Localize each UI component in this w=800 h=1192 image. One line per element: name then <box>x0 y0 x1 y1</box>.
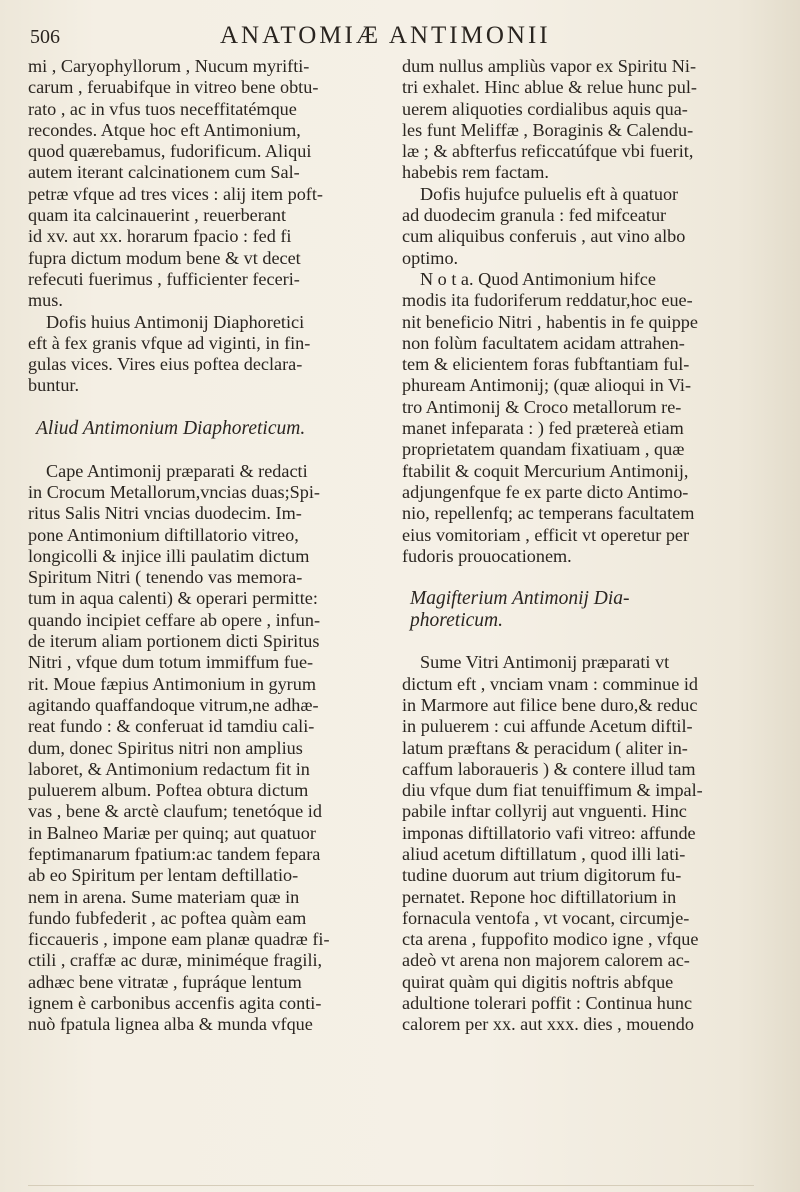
text-line: de iterum aliam portionem dicti Spiritus <box>28 631 320 652</box>
text-line: dum, donec Spiritus nitri non amplius <box>28 737 303 758</box>
text-line: cta arena , fuppofito modico igne , vfque <box>402 929 699 950</box>
text-line: habebis rem factam. <box>402 162 549 183</box>
text-line: ritus Salis Nitri vncias duodecim. Im- <box>28 503 302 524</box>
text-line: id xv. aut xx. horarum fpacio : fed fi <box>28 226 292 247</box>
text-line: fornacula ventofa , vt vocant, circumje- <box>402 907 690 928</box>
text-line: quando incipiet ceffare ab opere , infun- <box>28 609 321 630</box>
text-line: carum , feruabifque in vitreo bene obtu- <box>28 77 319 98</box>
page-bottom-edge <box>28 1185 754 1186</box>
text-line: optimo. <box>402 247 459 268</box>
text-line: pone Antimonium diftillatorio vitreo, <box>28 524 299 545</box>
text-line: ad duodecim granula : fed mifceatur <box>402 205 667 226</box>
text-line: Dofis hujufce puluelis eft à quatuor <box>420 183 679 204</box>
text-line: pabile inftar collyrij aut vnguenti. Hinc <box>402 801 687 822</box>
text-line: rato , ac in vfus tuos neceffitatémque <box>28 98 297 119</box>
text-line: calorem per xx. aut xxx. dies , mouendo <box>402 1014 694 1035</box>
text-line: ctili , craffæ ac duræ, miniméque fragili, <box>28 950 323 971</box>
text-line: cum aliquibus conferuis , aut vino albo <box>402 226 686 247</box>
text-line: reat fundo : & conferuat id tamdiu cali- <box>28 716 315 737</box>
text-line: autem iterant calcinationem cum Sal- <box>28 162 300 183</box>
text-line: feptimanarum fpatium:ac tandem fepara <box>28 843 321 864</box>
text-line: Sume Vitri Antimonij præparati vt <box>420 652 670 673</box>
text-line: fundo fubfederit , ac poftea quàm eam <box>28 907 307 928</box>
text-line: nem in arena. Sume materiam quæ in <box>28 886 300 907</box>
text-line: adeò vt arena non majorem calorem ac- <box>402 950 690 971</box>
text-line: les funt Meliffæ , Boraginis & Calendu- <box>402 119 694 140</box>
text-line: Cape Antimonij præparati & redacti <box>46 460 308 481</box>
text-line: latum præftans & peracidum ( aliter in- <box>402 737 688 758</box>
text-line: modis ita fudoriferum reddatur,hoc eue- <box>402 290 693 311</box>
text-line: ignem è carbonibus accenfis agita conti- <box>28 993 322 1014</box>
text-line: rit. Moue fæpius Antimonium in gyrum <box>28 673 316 694</box>
text-line: puluerem album. Poftea obtura dictum <box>28 780 309 801</box>
text-line: Dofis huius Antimonij Diaphoretici <box>46 311 305 332</box>
page-header <box>30 18 760 52</box>
text-line: læ ; & abfterfus reficcatúfque vbi fuerit, <box>402 141 694 162</box>
spacer <box>28 439 376 460</box>
running-title: ANATOMIÆ ANTIMONII <box>220 22 551 49</box>
text-line: eius vomitoriam , efficit vt operetur per <box>402 524 690 545</box>
text-line: Nitri , vfque dum totum immiffum fue- <box>28 652 314 673</box>
text-line: Spiritum Nitri ( tenendo vas memora- <box>28 567 303 588</box>
text-line: adhæc bene vitratæ , fupráque lentum <box>28 971 302 992</box>
text-line: in Crocum Metallorum,vncias duas;Spi- <box>28 481 320 502</box>
text-line: recondes. Atque hoc eft Antimonium, <box>28 119 301 140</box>
text-line: in Balneo Mariæ per quinq; aut quatuor <box>28 822 316 843</box>
spacer <box>28 397 376 418</box>
text-line: uerem aliquoties cordialibus aquis qua- <box>402 98 688 119</box>
text-line: tri exhalet. Hinc ablue & relue hunc pul- <box>402 77 697 98</box>
left-text-column <box>28 56 376 1036</box>
text-line: fudoris prouocationem. <box>402 545 572 566</box>
text-line: dictum eft , vnciam vnam : comminue id <box>402 673 698 694</box>
text-line: diu vfque dum fiat tenuiffimum & impal- <box>402 780 703 801</box>
spacer <box>402 631 750 652</box>
text-line: tro Antimonij & Croco metallorum re- <box>402 396 682 417</box>
text-line: aliud acetum diftillatum , quod illi lati- <box>402 843 686 864</box>
text-line: refecuti fuerimus , fufficienter feceri- <box>28 268 300 289</box>
text-line: tum in aqua calenti) & operari permitte: <box>28 588 318 609</box>
text-line: quod quærebamus, fudorificum. Aliqui <box>28 141 312 162</box>
text-line: N o t a. Quod Antimonium hifce <box>420 268 656 289</box>
text-line: tudine duorum aut trium digitorum fu- <box>402 865 682 886</box>
text-line: mus. <box>28 290 63 311</box>
section-heading: Aliud Antimonium Diaphoreticum. <box>36 418 306 440</box>
text-line: laboret, & Antimonium redactum fit in <box>28 758 310 779</box>
section-heading: Magifterium Antimonij Dia- <box>410 588 630 610</box>
text-line: adjungenfque fe ex parte dicto Antimo- <box>402 481 689 502</box>
text-line: buntur. <box>28 375 80 396</box>
text-line: nit beneficio Nitri , habentis in fe quippe <box>402 311 698 332</box>
text-line: dum nullus ampliùs vapor ex Spiritu Ni- <box>402 56 697 76</box>
text-line: mi , Caryophyllorum , Nucum myrifti- <box>28 56 310 76</box>
text-line: caffum laboraueris ) & contere illud tam <box>402 758 696 779</box>
text-line: imponas diftillatorio vafi vitreo: affunde <box>402 822 696 843</box>
text-line: gulas vices. Vires eius poftea declara- <box>28 354 303 375</box>
text-line: proprietatem quandam fixatiuam , quæ <box>402 439 685 460</box>
text-line: longicolli & injice illi paulatim dictum <box>28 545 310 566</box>
text-line: ficcaueris , impone eam planæ quadræ fi- <box>28 929 330 950</box>
text-line: eft à fex granis vfque ad viginti, in fin- <box>28 332 311 353</box>
text-line: tem & elicientem foras fubftantiam ful- <box>402 354 690 375</box>
text-line: ftabilit & coquit Mercurium Antimonij, <box>402 460 689 481</box>
text-line: in puluerem : cui affunde Acetum diftil- <box>402 716 693 737</box>
page-number: 506 <box>30 26 60 48</box>
text-line: agitando quaffandoque vitrum,ne adhæ- <box>28 694 319 715</box>
spacer <box>402 567 750 588</box>
text-line: in Marmore aut filice bene duro,& reduc <box>402 694 698 715</box>
text-line: petræ vfque ad tres vices : alij item poft- <box>28 183 323 204</box>
text-line: fupra dictum modum bene & vt decet <box>28 247 301 268</box>
text-line: non folùm facultatem acidam attrahen- <box>402 332 685 353</box>
right-text-column <box>402 56 750 1036</box>
text-line: manet infeparata : ) fed prætereà etiam <box>402 418 684 439</box>
text-line: quirat quàm qui digitis noftris abfque <box>402 971 674 992</box>
section-heading: phoreticum. <box>410 609 503 631</box>
text-line: vas , bene & arctè claufum; tenetóque id <box>28 801 322 822</box>
text-line: nuò fpatula lignea alba & munda vfque <box>28 1014 313 1035</box>
text-line: adultione tolerari poffit : Continua hunc <box>402 993 693 1014</box>
text-line: phuream Antimonij; (quæ alioqui in Vi- <box>402 375 692 396</box>
text-line: quam ita calcinauerint , reuerberant <box>28 205 287 226</box>
text-line: nio, repellenfq; ac temperans facultatem <box>402 503 695 524</box>
text-line: pernatet. Repone hoc diftillatorium in <box>402 886 677 907</box>
text-line: ab eo Spiritum per lentam deftillatio- <box>28 865 299 886</box>
